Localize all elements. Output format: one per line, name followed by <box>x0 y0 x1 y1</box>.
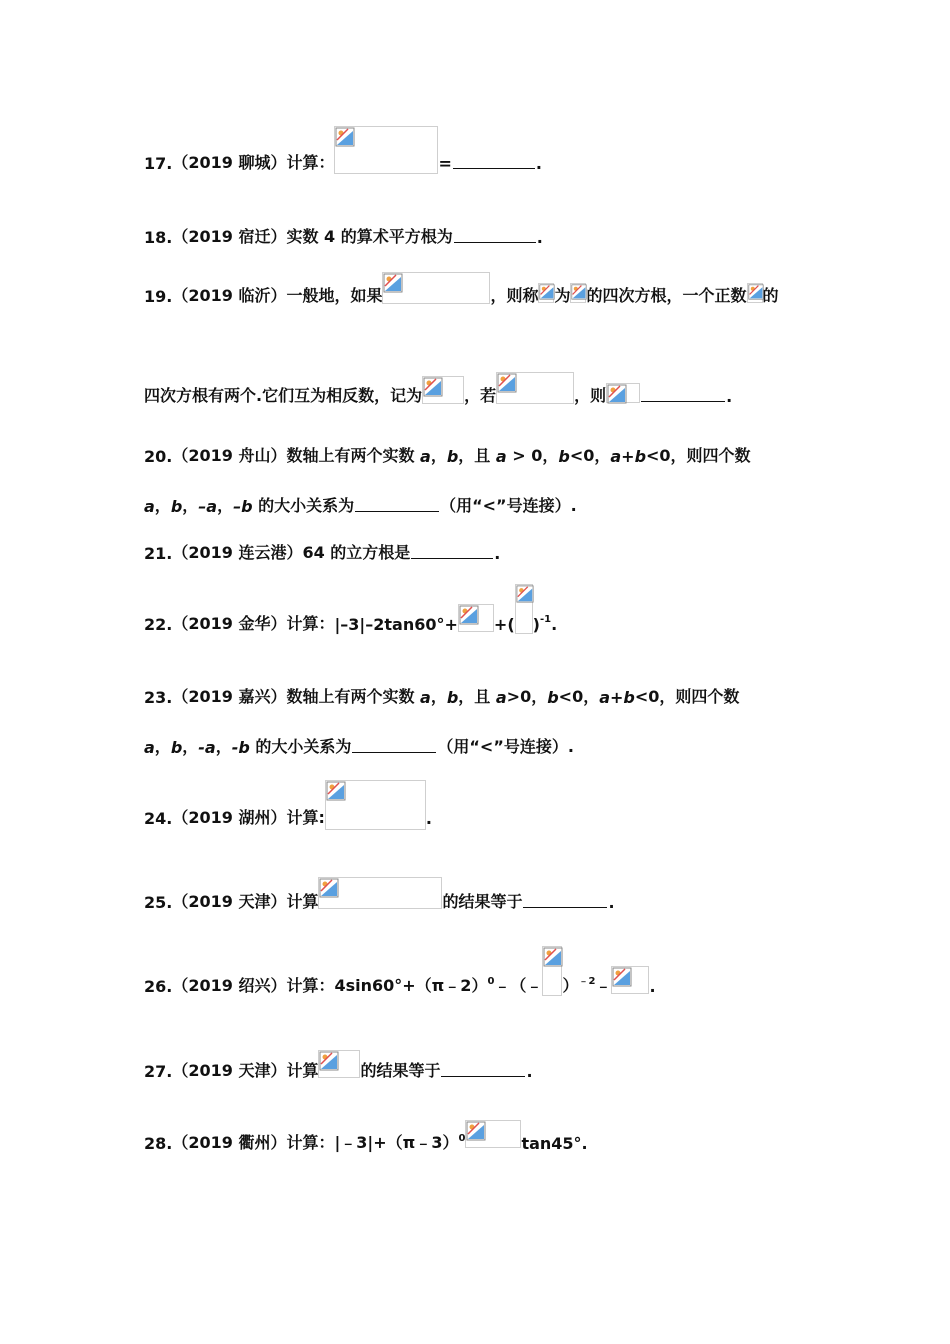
question-25 <box>144 876 615 912</box>
question-source: （2019 临沂）一般地，如果 <box>172 286 383 305</box>
question-source: （2019 衢州）计算：|﹣3|+（π﹣3） <box>172 1133 459 1152</box>
broken-image-icon <box>335 127 355 147</box>
question-source: （2019 天津）计算 <box>172 892 319 911</box>
var-b: b <box>170 497 183 516</box>
question-19 <box>144 270 779 306</box>
broken-image-icon <box>466 1121 486 1141</box>
formula-image <box>382 272 490 304</box>
text: 的结果等于 <box>360 1061 441 1080</box>
broken-image-icon <box>319 878 339 898</box>
text: <0， <box>558 687 600 706</box>
question-source: （2019 宿迁）实数 4 的算术平方根为 <box>172 227 453 246</box>
answer-blank <box>352 751 436 753</box>
question-number: 28. <box>144 1134 173 1153</box>
question-24 <box>144 792 432 828</box>
broken-image-icon <box>326 781 346 801</box>
question-source: （2019 嘉兴）数轴上有两个实数 <box>172 687 421 706</box>
question-number: 22. <box>144 615 173 634</box>
var-a: a <box>495 688 507 707</box>
formula-image <box>515 584 533 634</box>
comma: ， <box>430 446 447 465</box>
formula-image <box>334 126 438 174</box>
formula-image <box>747 283 763 303</box>
text: 四次方根有两个.它们互为相反数，记为 <box>144 386 423 405</box>
answer-blank <box>523 906 607 908</box>
question-source: （2019 湖州）计算: <box>172 808 325 827</box>
comma: ， <box>215 737 232 756</box>
plus: + <box>621 447 635 466</box>
text: <0， <box>569 446 611 465</box>
broken-image-icon <box>459 605 479 625</box>
question-number: 18. <box>144 228 173 247</box>
question-number: 20. <box>144 447 173 466</box>
broken-image-icon <box>319 1051 339 1071</box>
var-b: b <box>446 447 459 466</box>
text: <0，则四个数 <box>646 446 751 465</box>
question-number: 27. <box>144 1062 173 1081</box>
var-b: b <box>170 738 183 757</box>
formula-image <box>458 604 494 632</box>
text: ，若 <box>464 386 497 405</box>
formula-image <box>538 283 554 303</box>
var-b: b <box>558 447 570 466</box>
question-18 <box>144 211 543 247</box>
exponent: ﹣2 <box>578 976 596 987</box>
comma: ， <box>182 496 199 515</box>
broken-image-icon <box>423 377 443 397</box>
var-a: a <box>610 447 622 466</box>
question-20 <box>144 430 751 466</box>
question-source: （2019 金华）计算： <box>172 614 335 633</box>
comma: ， <box>154 737 171 756</box>
text: 的四次方根，一个正数 <box>586 286 747 305</box>
question-source: （2019 绍兴）计算：4sin60°+（π﹣2） <box>172 976 488 995</box>
text: 的大小关系为 <box>249 737 352 756</box>
answer-blank <box>441 1075 525 1077</box>
exponent: 0 <box>487 976 495 987</box>
text: ，且 <box>458 446 496 465</box>
expression: |–3|–2tan60°+ <box>334 615 458 634</box>
broken-image-icon <box>748 284 764 300</box>
var-b: b <box>446 688 459 707</box>
comma: ， <box>430 687 447 706</box>
text: 的大小关系为 <box>252 496 355 515</box>
var-a: a <box>495 447 507 466</box>
period: . <box>526 1062 533 1081</box>
broken-image-icon <box>539 284 555 300</box>
question-23 <box>144 671 739 707</box>
comma: ， <box>182 737 199 756</box>
question-source: （2019 聊城）计算： <box>172 153 335 172</box>
formula-image <box>465 1120 521 1148</box>
period: . <box>494 544 501 563</box>
period: . <box>649 977 656 996</box>
text: （用“<”号连接）. <box>437 737 574 756</box>
broken-image-icon <box>543 947 563 967</box>
var-b: b <box>547 688 559 707</box>
formula-image <box>542 946 562 996</box>
comma: ， <box>217 496 234 515</box>
var-neg-b: -b <box>231 738 250 757</box>
question-19-line-2 <box>144 370 732 406</box>
text: （用“<”号连接）. <box>440 496 577 515</box>
question-source: （2019 连云港）64 的立方根是 <box>172 543 411 562</box>
text: <0，则四个数 <box>634 687 740 706</box>
var-a: a <box>599 688 611 707</box>
question-26 <box>144 960 656 996</box>
answer-blank <box>641 400 725 402</box>
answer-blank <box>411 557 493 559</box>
text: 的结果等于 <box>442 892 523 911</box>
text: ﹣ <box>595 976 612 995</box>
formula-image <box>611 966 649 994</box>
formula-image <box>318 1050 360 1078</box>
text: 的 <box>762 286 779 305</box>
text: +( <box>493 615 515 634</box>
var-neg-a: -a <box>198 738 216 757</box>
answer-blank <box>453 167 535 169</box>
question-source: （2019 天津）计算 <box>172 1061 319 1080</box>
formula-image <box>325 780 426 830</box>
text: ﹣（﹣ <box>494 976 543 995</box>
formula-image <box>570 283 586 303</box>
question-number: 23. <box>144 688 173 707</box>
plus: + <box>610 688 624 707</box>
text: >0， <box>506 687 548 706</box>
formula-image <box>422 376 464 404</box>
period: . <box>551 615 558 634</box>
question-23-line-2 <box>144 721 574 757</box>
period: . <box>425 809 432 828</box>
var-a: a <box>144 497 155 516</box>
question-28 <box>144 1117 588 1153</box>
answer-blank <box>454 241 536 243</box>
broken-image-icon <box>497 373 517 393</box>
question-number: 21. <box>144 544 173 563</box>
formula-image <box>318 877 442 909</box>
var-neg-b: –b <box>233 497 253 516</box>
formula-image <box>606 383 640 403</box>
question-20-line-2 <box>144 480 577 516</box>
question-21 <box>144 527 500 563</box>
period: . <box>726 387 733 406</box>
broken-image-icon <box>612 967 632 987</box>
question-number: 17. <box>144 154 173 173</box>
broken-image-icon <box>607 384 627 404</box>
period: . <box>536 228 543 247</box>
var-neg-a: –a <box>198 497 218 516</box>
broken-image-icon <box>383 273 403 293</box>
comma: ， <box>154 496 171 515</box>
question-source: （2019 舟山）数轴上有两个实数 <box>172 446 415 465</box>
question-number: 24. <box>144 809 173 828</box>
var-a: a <box>420 688 431 707</box>
var-a: a <box>144 738 155 757</box>
var-a: a <box>420 447 431 466</box>
question-22 <box>144 598 557 634</box>
question-number: 26. <box>144 977 173 996</box>
text: tan45°. <box>521 1134 588 1153</box>
text: ，则 <box>574 386 607 405</box>
question-number: 25. <box>144 893 173 912</box>
answer-blank <box>355 510 439 512</box>
question-number: 19. <box>144 287 173 306</box>
question-17 <box>144 137 542 173</box>
broken-image-icon <box>516 585 534 603</box>
var-b: b <box>623 688 635 707</box>
text: ，则称 <box>490 286 539 305</box>
exponent: -1 <box>539 614 552 625</box>
broken-image-icon <box>571 284 587 300</box>
equals: = <box>438 154 452 173</box>
period: . <box>535 154 542 173</box>
text: ） <box>562 976 579 995</box>
text: > 0， <box>506 446 559 465</box>
period: . <box>608 893 615 912</box>
text: ) <box>532 615 540 634</box>
formula-image <box>496 372 574 404</box>
text: ，且 <box>458 687 496 706</box>
question-27 <box>144 1045 533 1081</box>
exponent: 0 <box>458 1133 466 1144</box>
text: 为 <box>554 286 571 305</box>
var-b: b <box>634 447 647 466</box>
